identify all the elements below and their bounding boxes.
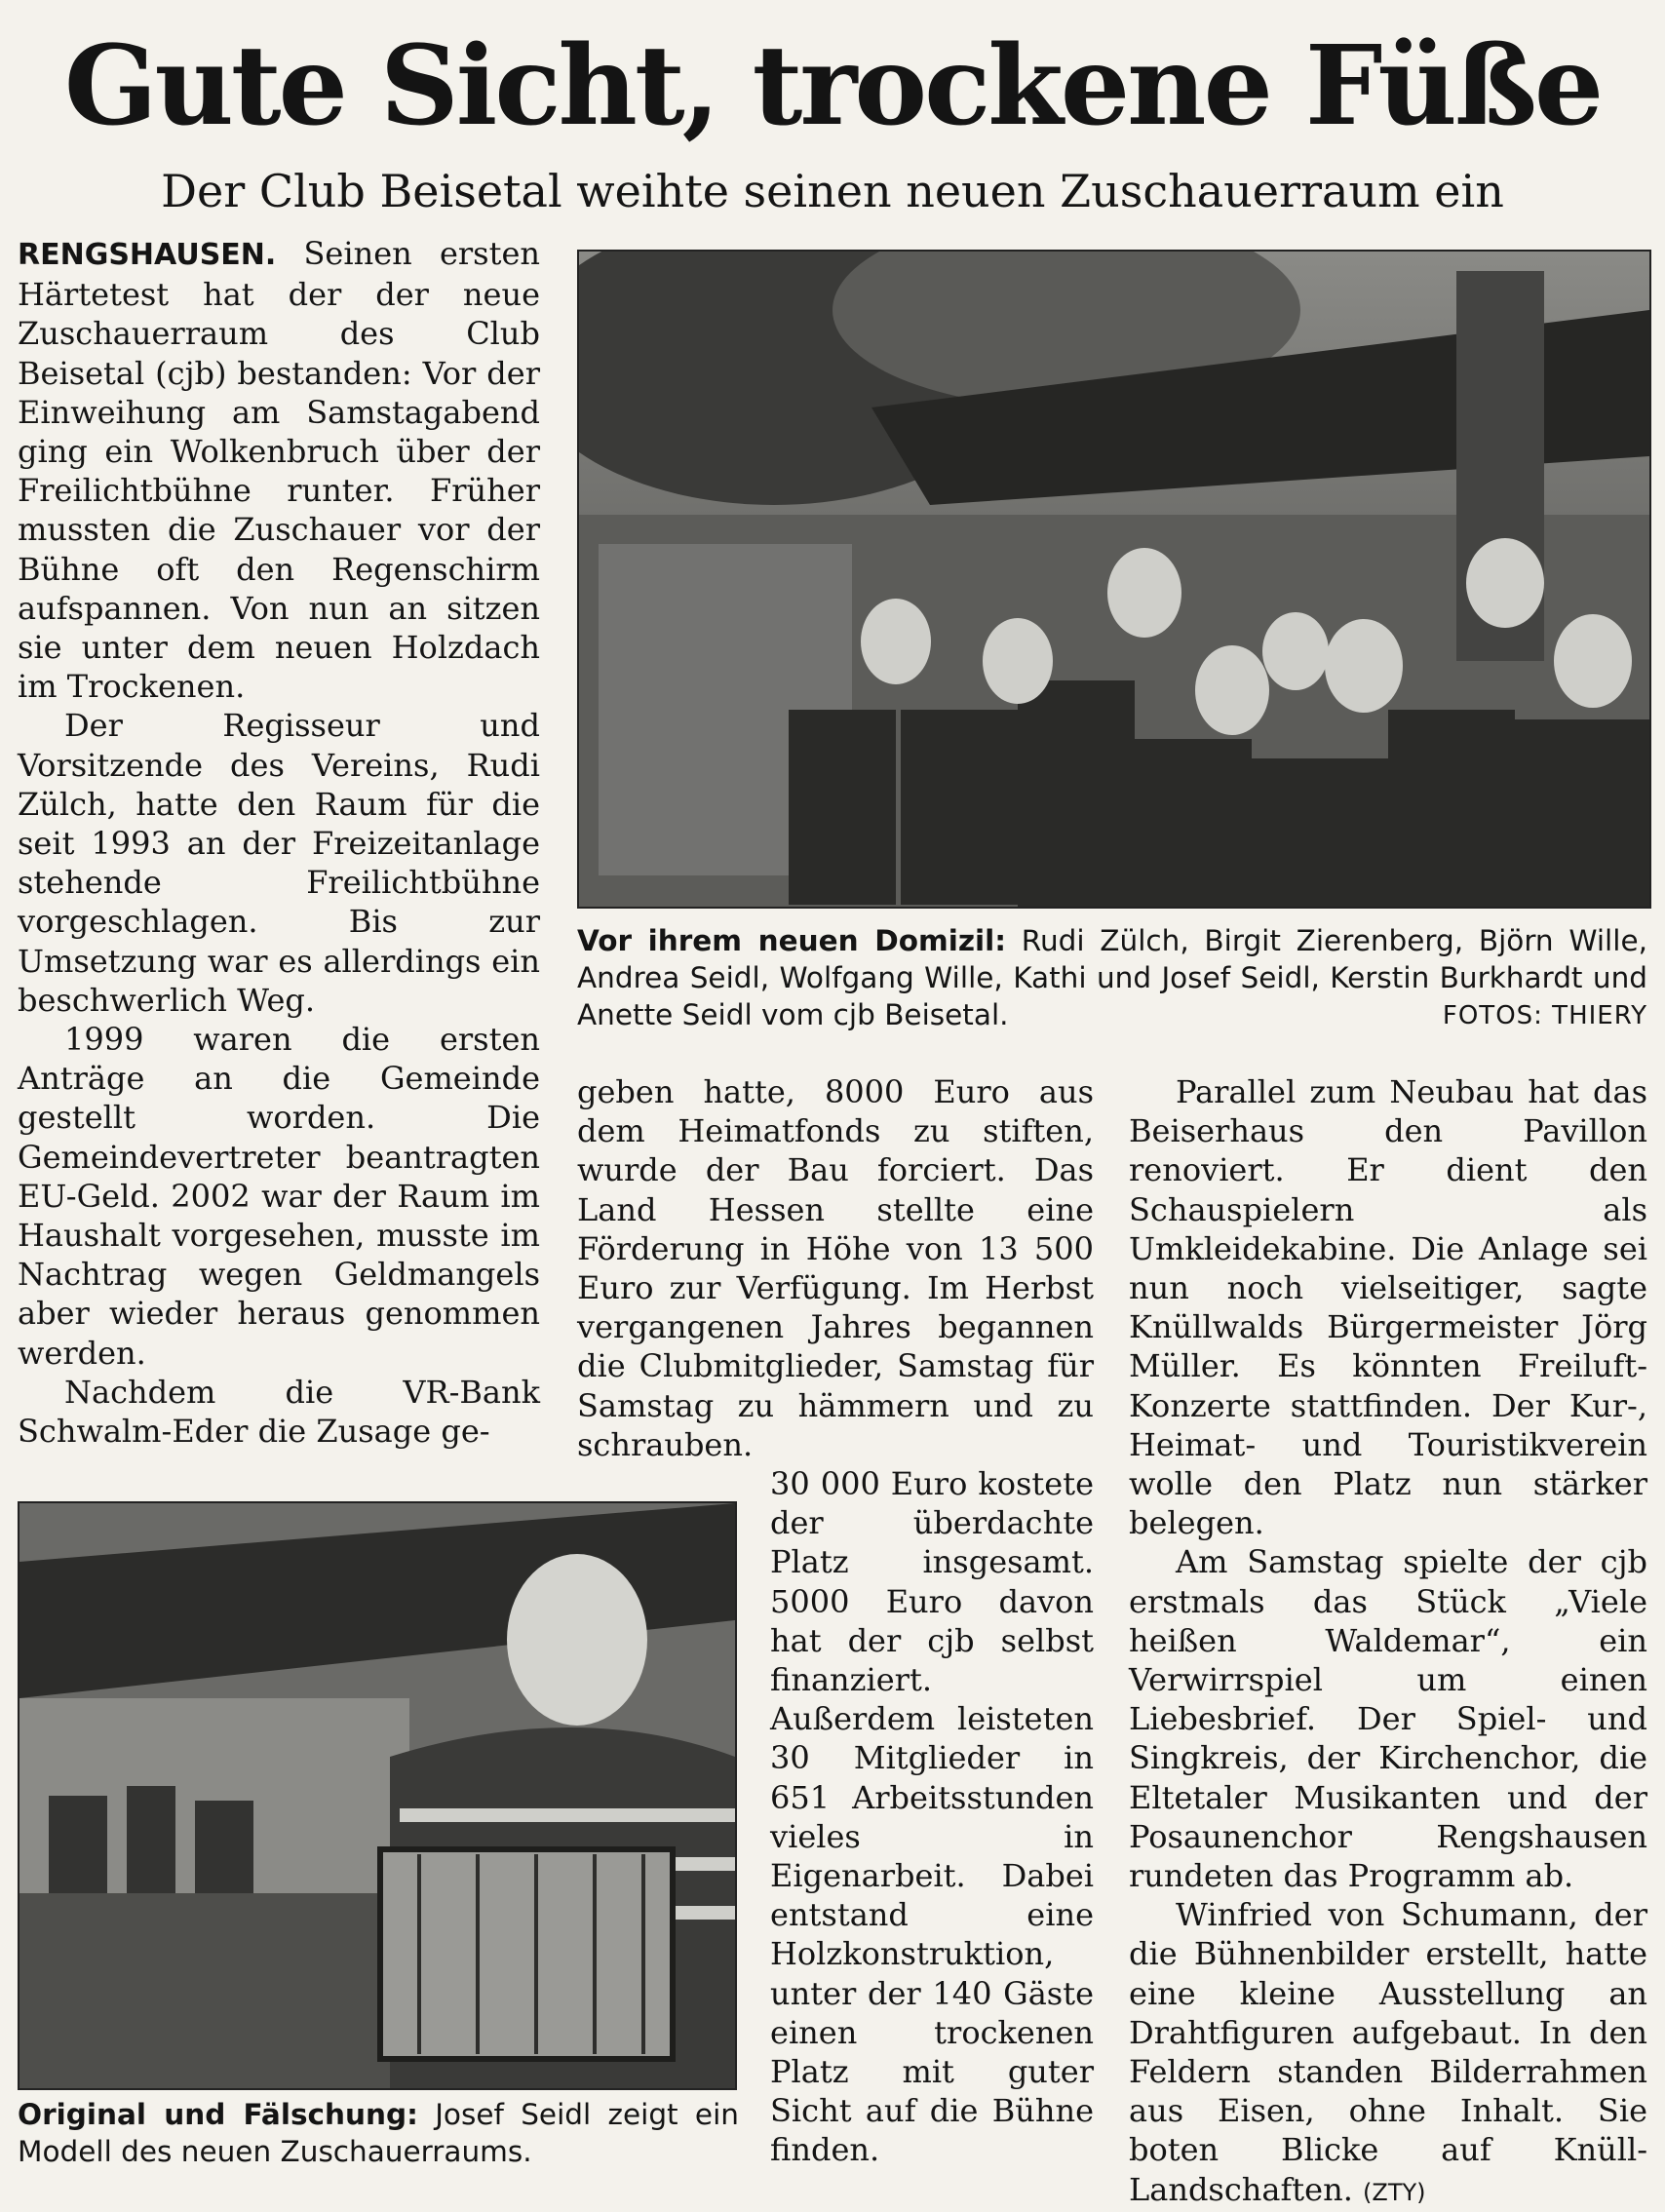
caption-text: Josef Seidl zeigt ein Modell des neuen Zuschauerraums. (18, 2098, 739, 2168)
caption-text: Rudi Zülch, Birgit Zierenberg, Björn Wille, Andrea Seidl, Wolfgang Wille, Kathi und Josef Seidl, Kerstin Burkhardt und Anette Seidl vom cjb Beisetal. (577, 924, 1647, 1031)
paragraph: Parallel zum Neubau hat das Beiserhaus den Pavillon renoviert. Er dient den Schauspielern als Umkleidekabine. Die Anlage sei nun noch vielseitiger, sagte Knüllwalds Bürgermeister Jörg Müller. Es könnten Freiluft-Konzerte stattfinden. Der Kur-, Heimat- und Touristikverein wolle den Platz nun stärker belegen. (1129, 1073, 1647, 1542)
author-abbrev: (ZTY) (1363, 2178, 1426, 2206)
paragraph: Am Samstag spielte der cjb erstmals das Stück „Viele heißen Waldemar“, ein Verwirrspiel um einen Liebesbrief. Der Spiel- und Singkreis, der Kirchenchor, die Eltetaler Musikanten und der Posaunenchor Rengshausen rundeten das Programm ab. (1129, 1543, 1647, 1895)
paragraph: RENGSHAUSEN. Seinen ersten Härtetest hat der der neue Zuschauerraum des Club Beisetal (cjb) bestanden: Vor der Einweihung am Samstagabend ging ein Wolkenbruch über der Freilichtbühne runter. Früher mussten die Zuschauer vor der Bühne oft den Regenschirm aufspannen. Von nun an sitzen sie unter dem neuen Holzdach im Trockenen. (18, 235, 540, 706)
headline: Gute Sicht, trockene Füße (63, 22, 1602, 150)
subheadline: Der Club Beisetal weihte seinen neuen Zuschauerraum ein (161, 165, 1504, 217)
paragraph: geben hatte, 8000 Euro aus dem Heimatfonds zu stiften, wurde der Bau forciert. Das Land Hessen stellte eine Förderung in Höhe von 13 500 Euro zur Verfügung. Im Herbst vergangenen Jahres begannen die Clubmitglieder, Samstag für Samstag zu hämmern und zu schrauben. (577, 1073, 1094, 1463)
paragraph: 30 000 Euro kostete der überdachte Platz insgesamt. 5000 Euro davon hat der cjb selbst finanziert. Außerdem leisteten 30 Mitglieder in 651 Arbeitsstunden vieles in Eigenarbeit. Dabei entstand eine Holzkonstruktion, unter der 140 Gäste einen trockenen Platz mit guter Sicht auf die Bühne finden. (770, 1465, 1094, 2169)
model-photo-image (19, 1503, 735, 2088)
article-column-1 (18, 234, 540, 1451)
article-column-2-continued (770, 1464, 1094, 2170)
group-photo-image (579, 252, 1649, 907)
paragraph: Der Regisseur und Vorsitzende des Vereins, Rudi Zülch, hatte den Raum für die seit 1993 an der Freizeitanlage stehende Freilichtbühne vorgeschlagen. Bis zur Umsetzung war es allerdings ein beschwerlich Weg. (18, 707, 540, 1019)
article-column-3 (1129, 1072, 1647, 2212)
photo-credit: FOTOS: THIERY (1442, 1001, 1647, 1030)
model-photo-caption (18, 2096, 739, 2170)
article-column-2 (577, 1072, 1094, 1464)
paragraph: Nachdem die VR-Bank Schwalm-Eder die Zusage ge- (18, 1373, 540, 1451)
dateline: RENGSHAUSEN. (18, 238, 277, 272)
caption-lead: Vor ihrem neuen Domizil: (577, 924, 1007, 957)
model-photo (18, 1501, 737, 2090)
caption-lead: Original und Fälschung: (18, 2098, 418, 2131)
group-photo (577, 250, 1651, 909)
paragraph: 1999 waren die ersten Anträge an die Gemeinde gestellt worden. Die Gemeindevertreter beantragten EU-Geld. 2002 war der Raum im Haushalt vorgesehen, musste im Nachtrag wegen Geldmangels aber wieder heraus genommen werden. (18, 1021, 540, 1372)
paragraph: Winfried von Schumann, der die Bühnenbilder erstellt, hatte eine kleine Ausstellung an Drahtfiguren aufgebaut. In den Feldern standen Bilderrahmen aus Eisen, ohne Inhalt. Sie boten Blicke auf Knüll-Landschaften. (ZTY) (1129, 1896, 1647, 2208)
